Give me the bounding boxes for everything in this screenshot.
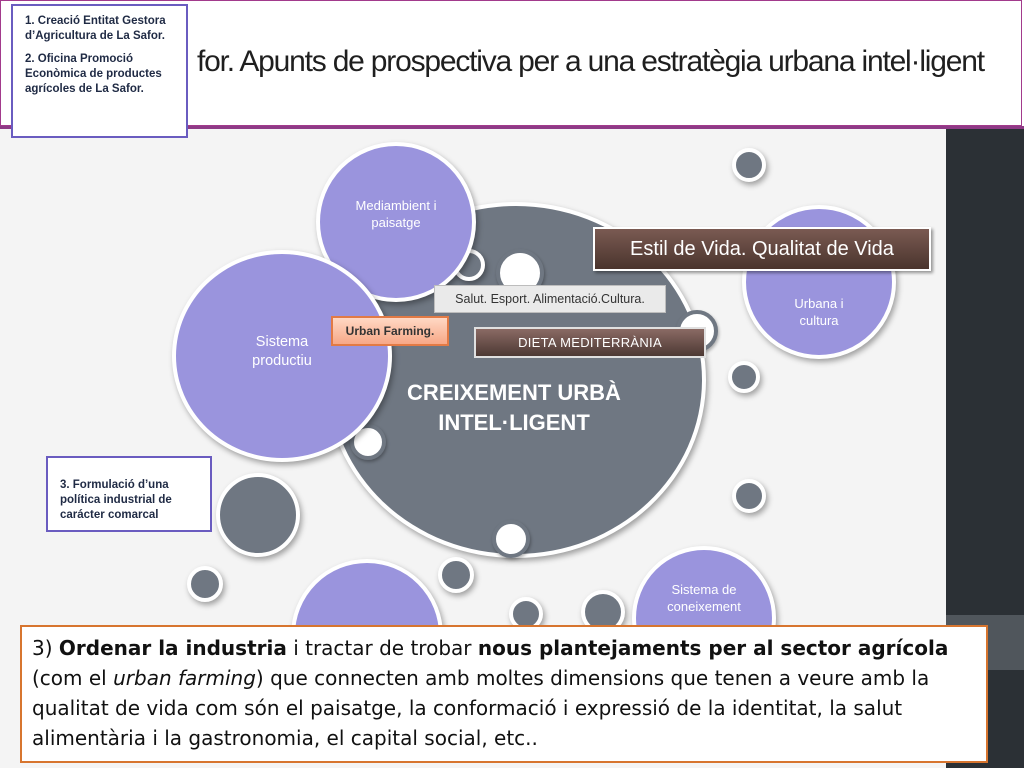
- small-circle: [728, 361, 760, 393]
- bottom-text-1: i tractar de trobar: [286, 636, 478, 660]
- urban-farming-label: Urban Farming.: [331, 316, 449, 346]
- bottom-italic-1: urban farming: [113, 666, 256, 690]
- small-circle: [187, 566, 223, 602]
- note-box-policy: [46, 456, 212, 532]
- note-1: 1. Creació Entitat Gestora d’Agricultura de La Safor.: [25, 15, 166, 42]
- small-circle: [732, 479, 766, 513]
- ring-circle: [492, 520, 530, 558]
- mediambient-label: Mediambient i paisatge: [355, 198, 437, 230]
- bottom-bold-2: nous plantejaments per al sector agrícola: [477, 636, 949, 660]
- estil-de-vida-label: Estil de Vida. Qualitat de Vida: [593, 227, 931, 271]
- note-3: 3. Formulació d’una política industrial de carácter comarcal: [60, 479, 172, 521]
- bottom-bold-1: Ordenar la industria: [58, 636, 287, 660]
- small-circle: [216, 473, 300, 557]
- note-2: 2. Oficina Promoció Econòmica de productes agrícoles de La Safor.: [25, 53, 162, 95]
- salut-label: Salut. Esport. Alimentació.Cultura.: [434, 285, 666, 313]
- sistema-coneixement-label: Sistema de coneixement: [667, 582, 741, 614]
- bottom-prefix: 3): [32, 636, 59, 660]
- bottom-text-2: (com el: [32, 666, 114, 690]
- bottom-text-3: ) que connecten amb moltes dimensions que tenen a veure amb la qualitat de vida com són el paisatge, la conformació i expressió de la identitat, la salut alimentària i la gastronomia, el capital social, etc..: [32, 666, 930, 750]
- dieta-mediterrania-label: DIETA MEDITERRÀNIA: [474, 327, 706, 358]
- sistema-productiu-label: Sistema productiu: [252, 334, 312, 369]
- urbana-cultura-label: Urbana i cultura: [794, 296, 844, 328]
- bottom-text-box: [20, 625, 988, 763]
- small-circle: [438, 557, 474, 593]
- small-circle: [732, 148, 766, 182]
- center-label: CREIXEMENT URBÀ INTEL·LIGENT: [407, 380, 621, 435]
- slide-title: for. Apunts de prospectiva per a una estratègia urbana intel·ligent: [197, 45, 984, 78]
- note-box-top: [11, 4, 188, 138]
